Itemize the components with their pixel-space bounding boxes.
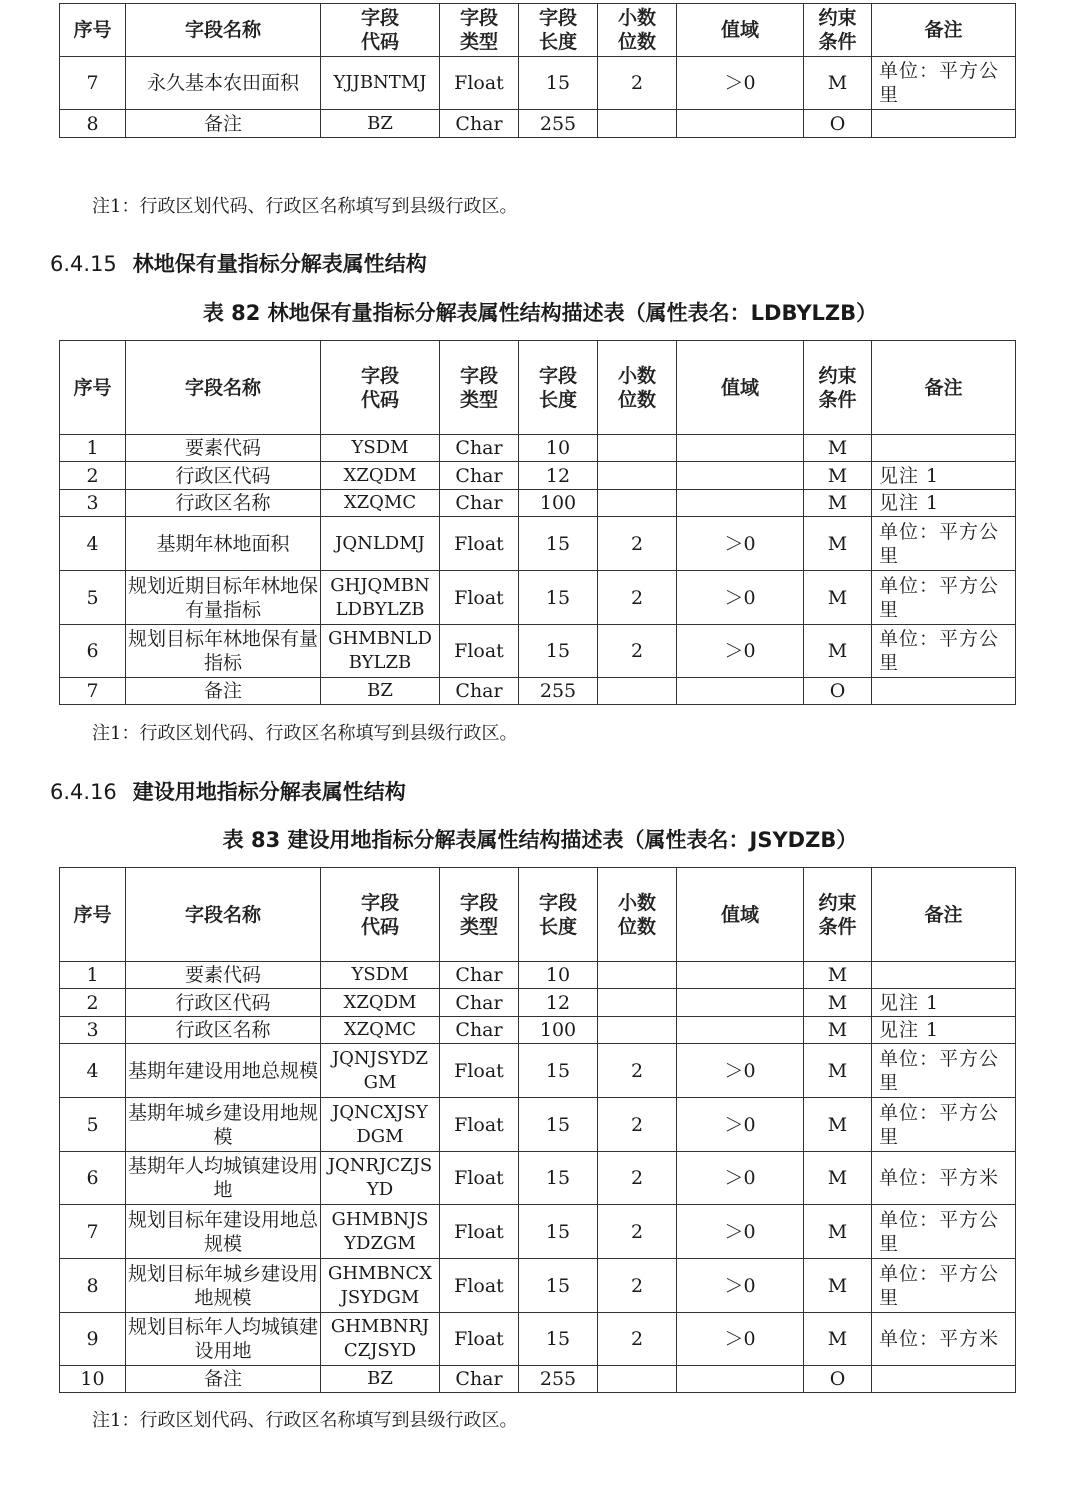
header-decimal-places: 小数 位数 [598,341,677,435]
cell-field-type: Float [440,571,519,625]
table-row [60,571,1016,625]
cell-value-range: ＞0 [677,1205,804,1259]
header-decimal-places: 小数 位数 [598,4,677,57]
cell-field-length: 15 [519,625,598,678]
cell-decimal-places: 2 [598,625,677,678]
cell-value-range [677,435,804,462]
cell-constraint: M [804,462,872,490]
header-field-length: 字段 长度 [519,341,598,435]
header-row [60,868,1016,962]
field-table-continued [59,3,1016,138]
table-row [60,517,1016,571]
cell-decimal-places: 2 [598,57,677,110]
cell-field-length: 15 [519,517,598,571]
table-row [60,1044,1016,1098]
cell-remark: 单位：平方公里 [872,1044,1016,1098]
cell-field-length: 12 [519,989,598,1017]
cell-field-name: 基期年林地面积 [126,517,321,571]
cell-field-type: Float [440,517,519,571]
cell-value-range [677,490,804,517]
cell-field-type: Float [440,1152,519,1205]
cell-field-length: 255 [519,678,598,705]
header-constraint: 约束 条件 [804,4,872,57]
field-table-83 [59,867,1016,1393]
header-seq: 序号 [60,868,126,962]
cell-seq: 7 [60,1205,126,1259]
cell-field-length: 255 [519,110,598,138]
cell-remark: 单位：平方公里 [872,625,1016,678]
cell-field-length: 10 [519,435,598,462]
cell-field-type: Char [440,678,519,705]
table-row [60,1152,1016,1205]
header-field-type: 字段 类型 [440,4,519,57]
cell-field-type: Float [440,1313,519,1366]
cell-field-code: GHMBNRJ CZJSYD [321,1313,440,1366]
cell-seq: 4 [60,517,126,571]
table-row [60,625,1016,678]
cell-field-code: GHMBNLD BYLZB [321,625,440,678]
table-row [60,1017,1016,1044]
cell-remark: 单位：平方公里 [872,517,1016,571]
header-remark: 备注 [872,868,1016,962]
cell-decimal-places [598,462,677,490]
cell-seq: 3 [60,1017,126,1044]
cell-decimal-places [598,989,677,1017]
header-field-code: 字段 代码 [321,341,440,435]
header-value-range: 值域 [677,868,804,962]
header-decimal-places: 小数 位数 [598,868,677,962]
cell-seq: 8 [60,110,126,138]
header-constraint: 约束 条件 [804,341,872,435]
cell-field-code: XZQDM [321,989,440,1017]
cell-field-length: 12 [519,462,598,490]
table-note: 注1：行政区划代码、行政区名称填写到县级行政区。 [92,1410,518,1431]
cell-seq: 10 [60,1366,126,1393]
cell-field-name: 行政区名称 [126,490,321,517]
cell-decimal-places [598,962,677,989]
section-heading-6-4-16 [50,776,406,806]
cell-field-length: 15 [519,1205,598,1259]
cell-field-code: JQNRJCZJS YD [321,1152,440,1205]
cell-field-code: XZQMC [321,1017,440,1044]
cell-field-length: 15 [519,1098,598,1152]
cell-value-range: ＞0 [677,1098,804,1152]
cell-field-length: 100 [519,1017,598,1044]
cell-field-code: GHMBNJS YDZGM [321,1205,440,1259]
header-field-type: 字段 类型 [440,341,519,435]
cell-remark: 单位：平方公里 [872,571,1016,625]
cell-constraint: M [804,1044,872,1098]
cell-constraint: M [804,962,872,989]
cell-field-code: XZQMC [321,490,440,517]
section-number: 6.4.15 [50,252,117,276]
cell-decimal-places: 2 [598,1313,677,1366]
cell-field-code: BZ [321,110,440,138]
cell-seq: 6 [60,625,126,678]
header-field-name: 字段名称 [126,4,321,57]
cell-field-code: GHMBNCX JSYDGM [321,1259,440,1313]
cell-remark: 单位：平方公里 [872,57,1016,110]
cell-constraint: M [804,435,872,462]
table-row [60,1313,1016,1366]
cell-field-type: Char [440,435,519,462]
section-number: 6.4.16 [50,780,117,804]
cell-field-type: Char [440,1366,519,1393]
cell-field-type: Float [440,625,519,678]
cell-seq: 8 [60,1259,126,1313]
cell-field-name: 行政区代码 [126,462,321,490]
cell-field-type: Char [440,989,519,1017]
cell-constraint: M [804,989,872,1017]
cell-constraint: M [804,1152,872,1205]
cell-constraint: M [804,1098,872,1152]
cell-decimal-places: 2 [598,1152,677,1205]
cell-value-range: ＞0 [677,1259,804,1313]
cell-remark: 单位：平方米 [872,1152,1016,1205]
cell-seq: 1 [60,435,126,462]
table-row [60,1259,1016,1313]
cell-field-code: GHJQMBN LDBYLZB [321,571,440,625]
cell-field-code: JQNCXJSY DGM [321,1098,440,1152]
cell-decimal-places [598,1366,677,1393]
cell-value-range [677,678,804,705]
cell-field-name: 备注 [126,678,321,705]
cell-remark [872,962,1016,989]
cell-seq: 1 [60,962,126,989]
cell-constraint: M [804,490,872,517]
cell-decimal-places [598,678,677,705]
cell-field-name: 永久基本农田面积 [126,57,321,110]
cell-field-code: YSDM [321,435,440,462]
header-remark: 备注 [872,4,1016,57]
cell-field-name: 要素代码 [126,962,321,989]
table-row [60,490,1016,517]
cell-decimal-places [598,435,677,462]
cell-field-code: YJJBNTMJ [321,57,440,110]
cell-seq: 4 [60,1044,126,1098]
cell-field-name: 基期年人均城镇建设用地 [126,1152,321,1205]
cell-remark: 见注 1 [872,1017,1016,1044]
cell-field-name: 备注 [126,110,321,138]
cell-constraint: M [804,1205,872,1259]
cell-field-name: 规划目标年城乡建设用地规模 [126,1259,321,1313]
cell-remark [872,678,1016,705]
cell-field-type: Char [440,110,519,138]
cell-field-type: Char [440,962,519,989]
cell-field-code: XZQDM [321,462,440,490]
cell-value-range [677,110,804,138]
cell-value-range: ＞0 [677,517,804,571]
cell-remark [872,435,1016,462]
cell-field-code: JQNJSYDZ GM [321,1044,440,1098]
cell-field-length: 15 [519,1044,598,1098]
table-note: 注1：行政区划代码、行政区名称填写到县级行政区。 [92,723,518,744]
cell-constraint: M [804,517,872,571]
cell-remark: 单位：平方米 [872,1313,1016,1366]
cell-value-range [677,989,804,1017]
cell-field-name: 规划目标年人均城镇建设用地 [126,1313,321,1366]
header-row [60,4,1016,57]
cell-decimal-places: 2 [598,1044,677,1098]
cell-value-range [677,1017,804,1044]
cell-field-length: 15 [519,57,598,110]
cell-remark [872,110,1016,138]
header-remark: 备注 [872,341,1016,435]
cell-constraint: M [804,1017,872,1044]
cell-decimal-places [598,110,677,138]
table-row [60,1098,1016,1152]
cell-decimal-places: 2 [598,571,677,625]
cell-seq: 2 [60,989,126,1017]
cell-value-range: ＞0 [677,1152,804,1205]
header-field-code: 字段 代码 [321,4,440,57]
cell-decimal-places [598,490,677,517]
cell-value-range: ＞0 [677,57,804,110]
cell-decimal-places: 2 [598,1205,677,1259]
table-caption-82: 表 82 林地保有量指标分解表属性结构描述表（属性表名：LDBYLZB） [202,301,878,325]
cell-field-type: Char [440,462,519,490]
cell-field-code: JQNLDMJ [321,517,440,571]
cell-field-name: 行政区名称 [126,1017,321,1044]
cell-field-name: 规划近期目标年林地保有量指标 [126,571,321,625]
cell-seq: 9 [60,1313,126,1366]
cell-field-type: Char [440,490,519,517]
cell-field-length: 15 [519,571,598,625]
cell-value-range [677,962,804,989]
cell-seq: 2 [60,462,126,490]
cell-decimal-places: 2 [598,517,677,571]
cell-field-length: 100 [519,490,598,517]
cell-field-name: 备注 [126,1366,321,1393]
cell-constraint: M [804,571,872,625]
cell-seq: 7 [60,57,126,110]
header-seq: 序号 [60,341,126,435]
header-field-length: 字段 长度 [519,4,598,57]
cell-value-range [677,1366,804,1393]
table-row [60,110,1016,138]
cell-field-type: Float [440,1259,519,1313]
table-row [60,989,1016,1017]
cell-constraint: O [804,110,872,138]
header-seq: 序号 [60,4,126,57]
cell-field-name: 要素代码 [126,435,321,462]
cell-field-name: 规划目标年林地保有量指标 [126,625,321,678]
header-field-length: 字段 长度 [519,868,598,962]
cell-constraint: M [804,1259,872,1313]
cell-value-range: ＞0 [677,1044,804,1098]
cell-field-name: 规划目标年建设用地总规模 [126,1205,321,1259]
cell-seq: 5 [60,571,126,625]
table-row [60,57,1016,110]
cell-seq: 6 [60,1152,126,1205]
header-field-code: 字段 代码 [321,868,440,962]
cell-field-type: Float [440,57,519,110]
cell-remark: 见注 1 [872,989,1016,1017]
cell-field-code: BZ [321,1366,440,1393]
cell-decimal-places [598,1017,677,1044]
cell-seq: 3 [60,490,126,517]
table-row [60,1366,1016,1393]
cell-field-length: 15 [519,1313,598,1366]
section-heading-6-4-15 [50,248,427,278]
cell-value-range: ＞0 [677,625,804,678]
cell-constraint: M [804,57,872,110]
section-title: 建设用地指标分解表属性结构 [132,780,406,804]
header-field-name: 字段名称 [126,341,321,435]
header-row [60,341,1016,435]
cell-value-range: ＞0 [677,1313,804,1366]
cell-seq: 7 [60,678,126,705]
cell-field-type: Float [440,1044,519,1098]
header-value-range: 值域 [677,4,804,57]
cell-field-length: 10 [519,962,598,989]
cell-value-range [677,462,804,490]
header-field-type: 字段 类型 [440,868,519,962]
cell-field-type: Char [440,1017,519,1044]
cell-value-range: ＞0 [677,571,804,625]
cell-remark [872,1366,1016,1393]
header-constraint: 约束 条件 [804,868,872,962]
cell-remark: 单位：平方公里 [872,1205,1016,1259]
cell-constraint: M [804,625,872,678]
cell-field-length: 15 [519,1152,598,1205]
cell-constraint: O [804,678,872,705]
field-table-82 [59,340,1016,705]
cell-decimal-places: 2 [598,1098,677,1152]
cell-field-type: Float [440,1205,519,1259]
table-caption-83: 表 83 建设用地指标分解表属性结构描述表（属性表名：JSYDZB） [222,828,858,852]
cell-field-code: BZ [321,678,440,705]
cell-seq: 5 [60,1098,126,1152]
header-value-range: 值域 [677,341,804,435]
cell-remark: 单位：平方公里 [872,1259,1016,1313]
table-row [60,1205,1016,1259]
table-row [60,962,1016,989]
cell-field-length: 15 [519,1259,598,1313]
table-row [60,462,1016,490]
table-note: 注1：行政区划代码、行政区名称填写到县级行政区。 [92,196,518,217]
cell-field-length: 255 [519,1366,598,1393]
cell-field-name: 基期年城乡建设用地规模 [126,1098,321,1152]
table-row [60,435,1016,462]
table-row [60,678,1016,705]
cell-remark: 单位：平方公里 [872,1098,1016,1152]
cell-field-name: 行政区代码 [126,989,321,1017]
cell-remark: 见注 1 [872,462,1016,490]
cell-remark: 见注 1 [872,490,1016,517]
cell-field-code: YSDM [321,962,440,989]
header-field-name: 字段名称 [126,868,321,962]
section-title: 林地保有量指标分解表属性结构 [132,252,427,276]
cell-decimal-places: 2 [598,1259,677,1313]
cell-constraint: O [804,1366,872,1393]
cell-constraint: M [804,1313,872,1366]
cell-field-name: 基期年建设用地总规模 [126,1044,321,1098]
cell-field-type: Float [440,1098,519,1152]
